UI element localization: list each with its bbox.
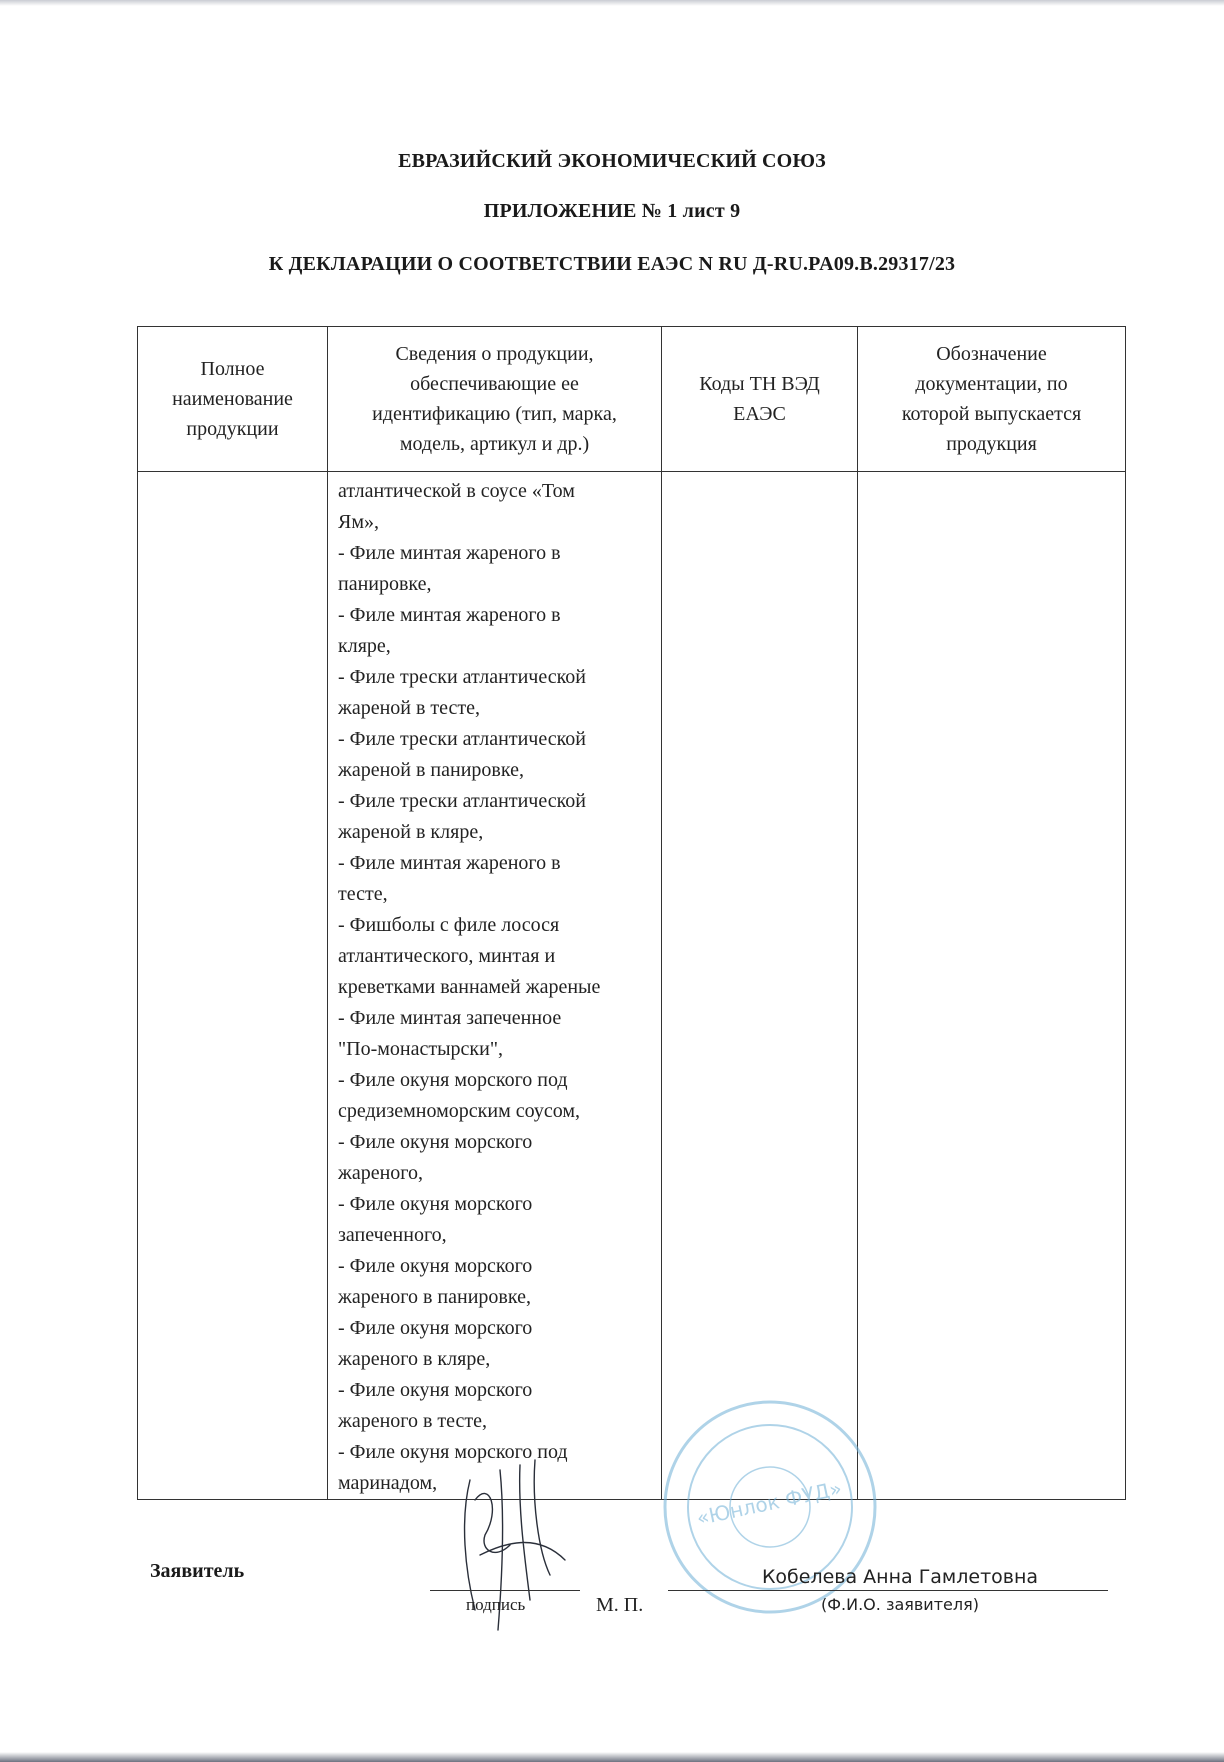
product-item-line: атлантической в соусе «Том: [338, 480, 575, 502]
header-text-line: документации, по: [915, 373, 1068, 395]
header-text-line: Коды ТН ВЭД: [699, 373, 820, 395]
product-item-line: панировке,: [338, 573, 432, 595]
product-item-line: запеченного,: [338, 1224, 447, 1246]
product-item-line: атлантического, минтая и: [338, 945, 556, 967]
product-item-line: жареного в кляре,: [338, 1348, 491, 1370]
applicant-label: Заявитель: [150, 1560, 245, 1582]
product-item-line: жареной в кляре,: [338, 821, 484, 843]
table-row: [138, 472, 1126, 1500]
product-item-line: средиземноморским соусом,: [338, 1100, 581, 1122]
product-item-line: - Филе окуня морского: [338, 1131, 533, 1153]
appendix-title: ПРИЛОЖЕНИЕ № 1 лист 9: [483, 200, 741, 222]
product-item-line: - Филе окуня морского под: [338, 1441, 568, 1463]
column-header-codes: [662, 327, 858, 472]
product-item-line: - Филе окуня морского: [338, 1255, 533, 1277]
header-text-line: обеспечивающие ее: [410, 373, 579, 395]
product-item-line: жареного в тесте,: [338, 1410, 488, 1432]
table-header-row: [138, 327, 1126, 472]
product-item-line: креветками ваннамей жареные: [338, 976, 601, 998]
product-item-line: тесте,: [338, 883, 388, 905]
stamp-place-label: М. П.: [596, 1594, 644, 1616]
header-text-line: Обозначение: [936, 343, 1047, 365]
scan-edge-top: [0, 0, 1224, 6]
cell-codes: [662, 472, 858, 1500]
product-item-line: - Филе трески атлантической: [338, 790, 586, 812]
union-title: ЕВРАЗИЙСКИЙ ЭКОНОМИЧЕСКИЙ СОЮЗ: [398, 150, 826, 172]
product-item-line: - Филе минтая жареного в: [338, 604, 561, 626]
cell-documentation: [858, 472, 1126, 1500]
applicant-name: Кобелева Анна Гамлетовна: [761, 1566, 1039, 1588]
product-item-line: - Филе окуня морского: [338, 1193, 533, 1215]
header-text-line: модель, артикул и др.): [399, 433, 590, 455]
header-text-line: идентификацию (тип, марка,: [372, 403, 617, 425]
product-item-line: - Филе трески атлантической: [338, 666, 586, 688]
column-header-product-info: [328, 327, 662, 472]
signature-caption: подпись: [466, 1595, 526, 1614]
product-item-line: жареной в панировке,: [338, 759, 524, 781]
header-text-line: наименование: [172, 388, 293, 410]
product-item-line: - Фишболы с филе лосося: [338, 914, 560, 936]
stamp-text: «Юнлок ФУД»: [694, 1476, 844, 1531]
products-table: [137, 326, 1126, 1500]
cell-product-info: [328, 472, 662, 1500]
declaration-title: К ДЕКЛАРАЦИИ О СООТВЕТСТВИИ ЕАЭС N RU Д-RU.PA09.B.29317/23: [268, 253, 956, 275]
product-item-line: жареного,: [338, 1162, 423, 1184]
product-item-line: - Филе минтая жареного в: [338, 542, 561, 564]
product-item-line: - Филе окуня морского: [338, 1379, 533, 1401]
product-item-line: - Филе минтая запеченное: [338, 1007, 562, 1029]
header-text-line: Сведения о продукции,: [395, 343, 594, 365]
scan-edge-bottom: [0, 1752, 1224, 1762]
header-text-line: Полное: [200, 358, 265, 380]
product-item-line: жареной в тесте,: [338, 697, 481, 719]
product-item-line: - Филе минтая жареного в: [338, 852, 561, 874]
applicant-name-line: [668, 1590, 1108, 1591]
cell-product-name: [138, 472, 328, 1500]
product-item-line: "По-монастырски",: [338, 1038, 504, 1060]
header-text-line: ЕАЭС: [733, 403, 786, 425]
header-text-line: продукция: [946, 433, 1037, 455]
product-item-line: маринадом,: [338, 1472, 438, 1494]
column-header-product-name: [138, 327, 328, 472]
signature-line: [430, 1590, 580, 1591]
header-text-line: продукции: [186, 418, 279, 440]
header-text-line: которой выпускается: [901, 403, 1082, 425]
product-item-line: - Филе окуня морского под: [338, 1069, 568, 1091]
product-item-line: жареного в панировке,: [338, 1286, 531, 1308]
product-item-line: - Филе окуня морского: [338, 1317, 533, 1339]
product-item-line: кляре,: [338, 635, 391, 657]
product-item-line: Ям»,: [338, 511, 379, 533]
applicant-name-caption: (Ф.И.О. заявителя): [821, 1595, 979, 1614]
column-header-documentation: [858, 327, 1126, 472]
product-item-line: - Филе трески атлантической: [338, 728, 586, 750]
